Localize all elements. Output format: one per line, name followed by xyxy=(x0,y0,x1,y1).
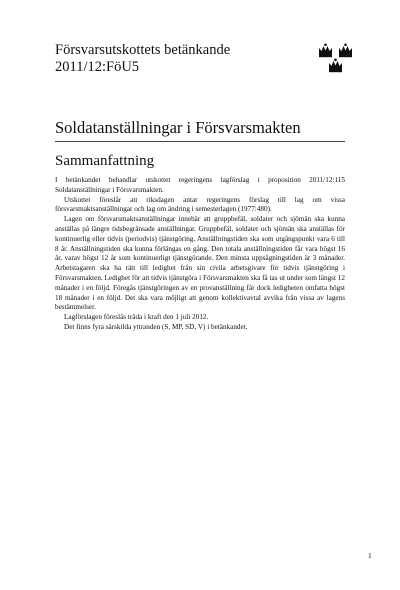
document-title: Soldatanställningar i Försvarsmakten xyxy=(55,118,301,137)
committee-name: Försvarsutskottets betänkande xyxy=(55,42,231,58)
report-number: 2011/12:FöU5 xyxy=(55,59,140,75)
three-crowns-icon xyxy=(318,43,354,73)
paragraph: Det finns fyra särskilda yttranden (S, MP, SD, V) i betänkandet. xyxy=(64,322,248,331)
document-header xyxy=(55,42,295,76)
summary-body xyxy=(55,176,345,333)
section-heading: Sammanfattning xyxy=(55,153,155,169)
page-number: 1 xyxy=(368,551,372,560)
paragraph: Utskottet föreslår att riksdagen antar regeringens förslag till lag om vissa försvarsmaktsanställningar och lag om ändring i semesterlagen (1977:480). xyxy=(55,195,345,214)
title-divider xyxy=(55,141,345,142)
paragraph: Lagen om försvarsmaktsanställningar innebär att gruppbefäl, soldater och sjömän ska kunna anställas på längre tidsbegränsade anställningar. Gruppbefäl, soldater och sjömän ska anställas för kontinuerlig eller tidvis (periodvis) tjänstgöring. Anställningstiden ska som utgångspunkt vara 6 till 8 år. Anställningstiden ska kunna förlängas en gång. Den totala anställningstiden får vara högst 16 år, varav högst 12 år som kontinuerligt tjänstgörande. Den minsta uppsägningstiden är 3 månader. Arbetstagaren ska ha rätt till ledighet från sin civila arbetsgivare för tidvis tjänstgöring i Försvarsmakten. Ledighet för att tidvis tjänstgöra i Försvarsmakten ska få tas ut under som längst 12 månader i en följd. Föregås tjänstgöringen av en provanställning får dock ledigheten omfatta högst 18 månader i en följd. Det ska vara möjligt att genom kollektivavtal avvika från vissa av lagens bestämmelser. xyxy=(55,215,345,312)
paragraph: Lagförslagen föreslås träda i kraft den 1 juli 2012. xyxy=(64,313,209,322)
paragraph: I betänkandet behandlar utskottet regeringens lagförslag i proposition 2011/12:115 Soldatanställningar i Försvarsmakten. xyxy=(55,176,345,194)
